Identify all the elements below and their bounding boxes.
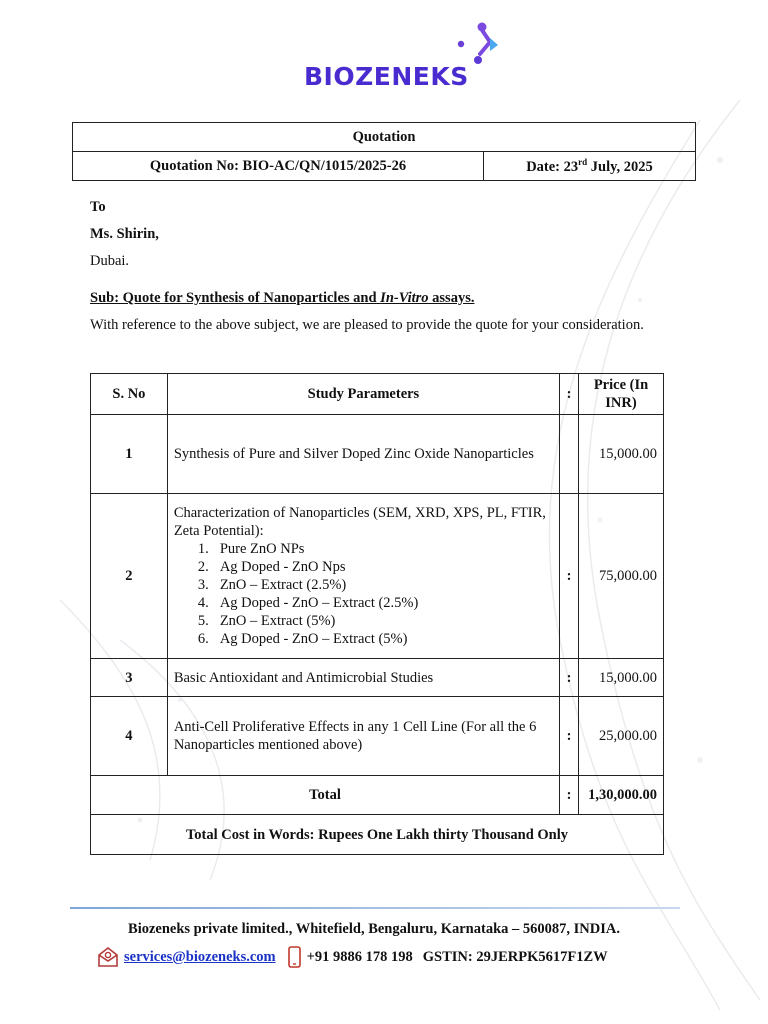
quote-table bbox=[90, 373, 664, 855]
total-words-row bbox=[91, 815, 664, 855]
list-item: 5. ZnO – Extract (5%) bbox=[197, 613, 336, 629]
list-item: 6. Ag Doped - ZnO – Extract (5%) bbox=[197, 631, 408, 647]
row-colon: : bbox=[560, 494, 579, 659]
table-header-row bbox=[91, 374, 664, 415]
quotation-date: Date: 23rd July, 2025 bbox=[484, 152, 696, 181]
intro-paragraph: With reference to the above subject, we are pleased to provide the quote for your consideration. bbox=[90, 317, 644, 333]
footer-contact bbox=[97, 946, 608, 968]
quotation-title: Quotation bbox=[73, 123, 696, 152]
list-item: 2. Ag Doped - ZnO Nps bbox=[197, 559, 346, 575]
table-row bbox=[91, 659, 664, 697]
total-colon: : bbox=[560, 776, 579, 815]
row-sno: 1 bbox=[91, 415, 168, 494]
recipient-city: Dubai. bbox=[90, 253, 130, 269]
table-row bbox=[91, 697, 664, 776]
logo-wordmark: BIOZENEKS bbox=[304, 62, 469, 91]
phone-icon bbox=[288, 946, 301, 968]
company-logo bbox=[300, 20, 510, 96]
total-in-words: Total Cost in Words: Rupees One Lakh thirty Thousand Only bbox=[91, 815, 664, 855]
subject-line: Sub: Quote for Synthesis of Nanoparticles and In-Vitro assays. bbox=[90, 290, 475, 306]
row-price: 25,000.00 bbox=[579, 697, 664, 776]
total-row bbox=[91, 776, 664, 815]
row-sno: 2 bbox=[91, 494, 168, 659]
row-price: 15,000.00 bbox=[579, 659, 664, 697]
row-colon: : bbox=[560, 659, 579, 697]
header-price: Price (In INR) bbox=[579, 374, 664, 415]
row-param-text: Characterization of Nanoparticles (SEM, XRD, XPS, PL, FTIR, Zeta Potential): bbox=[173, 505, 546, 539]
phone-number: +91 9886 178 198 bbox=[306, 948, 413, 965]
header-sno: S. No bbox=[91, 374, 168, 415]
header-study-parameters: Study Parameters bbox=[167, 374, 559, 415]
recipient-to: To bbox=[90, 199, 106, 215]
recipient-name: Ms. Shirin, bbox=[90, 226, 159, 242]
row-price: 15,000.00 bbox=[579, 415, 664, 494]
list-item: 3. ZnO – Extract (2.5%) bbox=[197, 577, 347, 593]
row-param: Basic Antioxidant and Antimicrobial Studies bbox=[167, 659, 559, 697]
footer-address: Biozeneks private limited., Whitefield, Bengaluru, Karnataka – 560087, INDIA. bbox=[128, 921, 620, 937]
mail-icon bbox=[97, 946, 119, 968]
header-colon: : bbox=[560, 374, 579, 415]
quotation-header-table bbox=[72, 122, 696, 181]
footer-divider bbox=[70, 907, 680, 909]
row-colon bbox=[560, 415, 579, 494]
row-param: Anti-Cell Proliferative Effects in any 1 Cell Line (For all the 6 Nanoparticles mentioned above) bbox=[167, 697, 559, 776]
list-item: 1. Pure ZnO NPs bbox=[197, 541, 305, 557]
list-item: 4. Ag Doped - ZnO – Extract (2.5%) bbox=[197, 595, 419, 611]
email-link[interactable]: services@biozeneks.com bbox=[124, 948, 276, 965]
table-row bbox=[91, 494, 664, 659]
gstin: GSTIN: 29JERPK5617F1ZW bbox=[422, 948, 608, 965]
row-sno: 4 bbox=[91, 697, 168, 776]
total-value: 1,30,000.00 bbox=[579, 776, 664, 815]
row-param bbox=[167, 494, 559, 659]
row-price: 75,000.00 bbox=[579, 494, 664, 659]
table-row bbox=[91, 415, 664, 494]
row-colon: : bbox=[560, 697, 579, 776]
row-param: Synthesis of Pure and Silver Doped Zinc Oxide Nanoparticles bbox=[167, 415, 559, 494]
row-sno: 3 bbox=[91, 659, 168, 697]
total-label: Total bbox=[91, 776, 560, 815]
characterization-list bbox=[174, 540, 553, 648]
quotation-number: Quotation No: BIO-AC/QN/1015/2025-26 bbox=[73, 152, 484, 181]
